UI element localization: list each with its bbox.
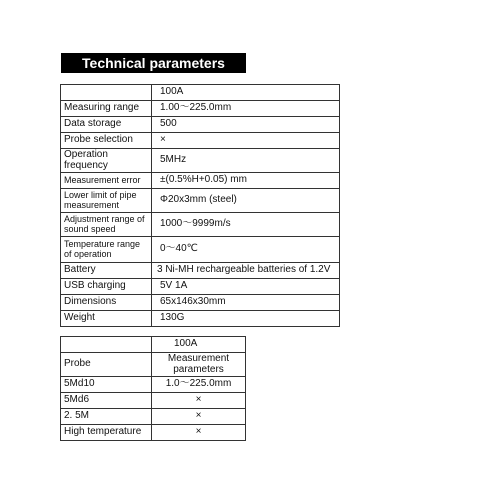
technical-parameters-table [60, 84, 340, 327]
row-label: Dimensions [61, 295, 152, 311]
row-label: 2. 5M [61, 409, 152, 425]
row-label: Measurement error [61, 173, 152, 189]
row-value: × [152, 409, 246, 425]
table-header-model: 100A [152, 337, 246, 353]
table-row [61, 117, 340, 133]
row-label: Adjustment range of sound speed [61, 213, 152, 237]
table-row [61, 173, 340, 189]
row-label: Battery [61, 263, 152, 279]
table-row [61, 409, 246, 425]
row-value: 1000～9999m/s [152, 213, 340, 237]
column-header-probe: Probe [61, 353, 152, 377]
page-title: Technical parameters [61, 53, 246, 73]
row-label: 5Md10 [61, 377, 152, 393]
table-row [61, 279, 340, 295]
row-value: Φ20x3mm (steel) [152, 189, 340, 213]
row-label: Data storage [61, 117, 152, 133]
row-label: Operation frequency [61, 149, 152, 173]
row-label: Probe selection [61, 133, 152, 149]
table-row [61, 133, 340, 149]
row-value: × [152, 393, 246, 409]
row-value: 5V 1A [152, 279, 340, 295]
table-row [61, 263, 340, 279]
row-value: × [152, 133, 340, 149]
table-row [61, 101, 340, 117]
table-row [61, 377, 246, 393]
table-row [61, 237, 340, 263]
row-value: 3 Ni-MH rechargeable batteries of 1.2V [152, 263, 340, 279]
row-label: USB charging [61, 279, 152, 295]
row-label: High temperature [61, 425, 152, 441]
table-header-blank [61, 85, 152, 101]
row-value: 500 [152, 117, 340, 133]
row-label: Weight [61, 311, 152, 327]
row-value: 0～40℃ [152, 237, 340, 263]
row-value: 1.00～225.0mm [152, 101, 340, 117]
probe-table [60, 336, 246, 441]
column-header-measurement: Measurement parameters [152, 353, 246, 377]
row-value: 65x146x30mm [152, 295, 340, 311]
table-row [61, 295, 340, 311]
row-value: 1.0～225.0mm [152, 377, 246, 393]
row-value: × [152, 425, 246, 441]
table-row [61, 149, 340, 173]
row-label: Temperature range of operation [61, 237, 152, 263]
row-label: 5Md6 [61, 393, 152, 409]
table-row [61, 213, 340, 237]
table-header-blank [61, 337, 152, 353]
row-label: Measuring range [61, 101, 152, 117]
row-value: ±(0.5%H+0.05) mm [152, 173, 340, 189]
table-row [61, 189, 340, 213]
table-header-model: 100A [152, 85, 340, 101]
row-value: 5MHz [152, 149, 340, 173]
row-label: Lower limit of pipe measurement [61, 189, 152, 213]
table-row [61, 425, 246, 441]
row-value: 130G [152, 311, 340, 327]
table-row [61, 311, 340, 327]
table-row [61, 393, 246, 409]
